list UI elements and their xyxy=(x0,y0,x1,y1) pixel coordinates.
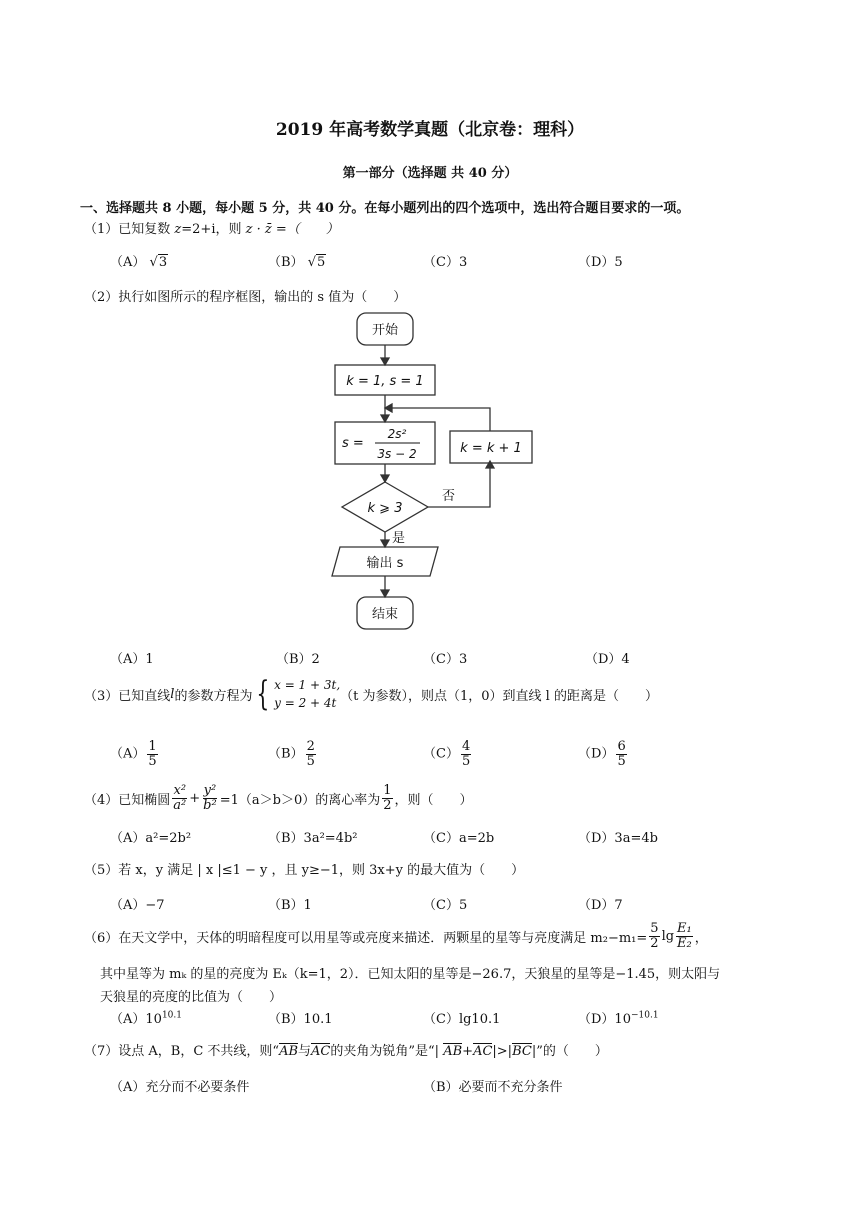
q1-option-a: （A） √3 xyxy=(110,255,168,270)
flow-cond-label: k ⩾ 3 xyxy=(367,501,403,516)
q2-option-d: （D）4 xyxy=(585,652,630,667)
q6-option-b: （B）10.1 xyxy=(268,1012,333,1027)
q1-option-b: （B） √5 xyxy=(268,255,326,270)
q6-line3: 天狼星的亮度的比值为（ ） xyxy=(100,990,283,1005)
program-flowchart xyxy=(320,308,560,638)
q6-option-c: （C）lg10.1 xyxy=(423,1012,501,1027)
q1-option-d: （D）5 xyxy=(578,255,623,270)
q6-option-d: $(D)10^{-10.1}$ xyxy=(578,1010,659,1027)
q2-option-a: （A）1 xyxy=(110,652,154,667)
flow-assign-num: 2s² xyxy=(387,427,407,441)
q1-stem: （1）已知复数 z=2+i，则 z · z̄ =（ ） xyxy=(84,222,339,237)
q7-option-b: （B）必要而不充分条件 xyxy=(423,1080,563,1095)
q1-option-c: （C）3 xyxy=(423,255,468,270)
flow-assign-den: 3s − 2 xyxy=(377,447,417,461)
q4-stem: （4）已知椭圆 $\frac{\text{x²}}{\text{a²}}$ + $\frac{\text{y²}}{\text{b²}}$ =1（a＞b＞0）的离心率为 $\frac{1}{2}$ ，则（ ） xyxy=(84,783,473,813)
q5-option-b: （B）1 xyxy=(268,898,312,913)
q2-stem: （2）执行如图所示的程序框图，输出的 s 值为（ ） xyxy=(84,290,407,305)
section-subtitle: 第一部分（选择题 共 40 分） xyxy=(342,166,518,181)
q4-option-c: （C）a=2b xyxy=(423,831,495,846)
q5-option-d: （D）7 xyxy=(578,898,623,913)
q7-stem: （7）设点 A，B，C 不共线，则“AB与AC的夹角为锐角”是“| AB+AC|>|BC|”的（ ） xyxy=(84,1044,608,1059)
flow-assign-lhs: s = xyxy=(342,436,364,451)
q6-line1: （6）在天文学中，天体的明暗程度可以用星等或亮度来描述．两颗星的星等与亮度满足 m₂−m₁= $\frac{5}{2}$ lg $\frac{\text{E₁}}{\text{E₂}}$ ， xyxy=(84,921,708,951)
q6-option-a: $(A)10^{10.1}$ xyxy=(110,1010,182,1027)
section-instructions: 一、选择题共 8 小题，每小题 5 分，共 40 分。在每小题列出的四个选项中，选出符合题目要求的一项。 xyxy=(80,201,690,216)
q3-option-d: （D） $\frac{6}{5}$ xyxy=(578,739,626,769)
page-title: 2019 年高考数学真题（北京卷：理科） xyxy=(275,120,585,140)
q2-option-b: （B）2 xyxy=(276,652,320,667)
q3-option-c: （C） $\frac{4}{5}$ xyxy=(423,739,471,769)
q5-option-c: （C）5 xyxy=(423,898,468,913)
flow-start-label: 开始 xyxy=(371,323,399,338)
flow-output-label: 输出 s xyxy=(366,556,404,571)
flow-end-label: 结束 xyxy=(371,607,399,622)
q4-option-d: （D）3a=4b xyxy=(578,831,658,846)
q5-stem: （5）若 x，y 满足 | x |≤1 − y ，且 y≥−1，则 3x+y 的最大值为（ ） xyxy=(84,863,525,878)
flow-inc-label: k = k + 1 xyxy=(460,441,522,456)
flow-no-label: 否 xyxy=(442,489,456,504)
flow-init-label: k = 1, s = 1 xyxy=(346,374,424,389)
q3-stem: （3）已知直线 l 的参数方程为 { x = 1 + 3t, y = 2 + 4t （t 为参数），则点（1，0）到直线 l 的距离是（ ） xyxy=(84,674,658,714)
flow-yes-label: 是 xyxy=(392,531,406,546)
q2-option-c: （C）3 xyxy=(423,652,468,667)
q5-option-a: （A）−7 xyxy=(110,898,165,913)
q4-option-b: （B）3a²=4b² xyxy=(268,831,358,846)
q3-option-a: （A） $\frac{1}{5}$ xyxy=(110,739,157,769)
q7-option-a: （A）充分而不必要条件 xyxy=(110,1080,250,1095)
q6-line2: 其中星等为 mₖ 的星的亮度为 Eₖ（k=1，2）．已知太阳的星等是−26.7，天狼星的星等是−1.45，则太阳与 xyxy=(100,967,721,982)
q3-option-b: （B） $\frac{2}{5}$ xyxy=(268,739,315,769)
q4-option-a: （A）a²=2b² xyxy=(110,831,192,846)
